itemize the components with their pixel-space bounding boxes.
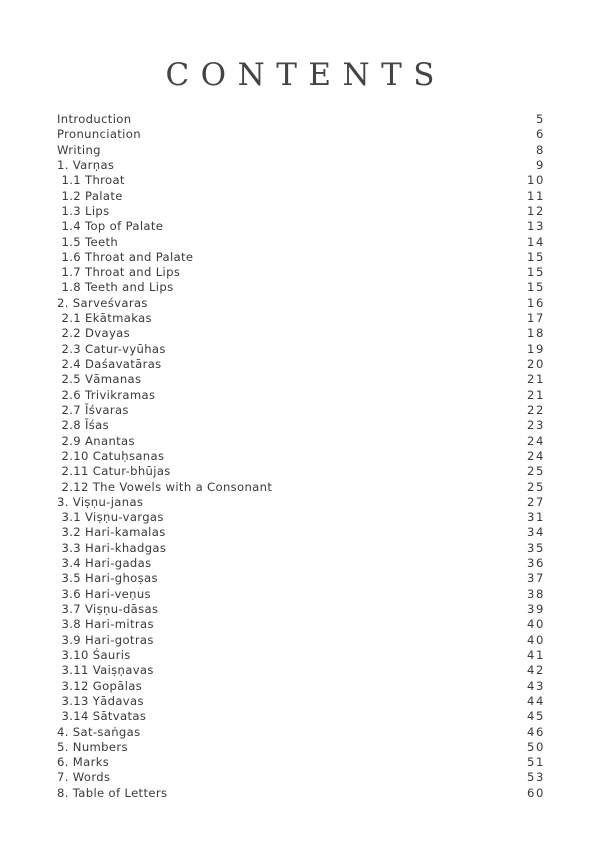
toc-entry-page-number: 9 [536, 157, 545, 172]
toc-entry-label: 2.11 Catur-bhūjas [61, 464, 171, 479]
toc-entry-page-number: 50 [527, 739, 545, 754]
toc-entry-page-number: 21 [527, 387, 545, 402]
toc-entry-label: 1.2 Palate [61, 188, 123, 203]
toc-entry-label: 5. Numbers [57, 739, 128, 754]
toc-entry-label: 4. Sat-saṅgas [57, 724, 141, 739]
toc-entry-label: 1.8 Teeth and Lips [61, 280, 174, 295]
toc-entry-page-number: 15 [527, 280, 545, 295]
toc-entry-page-number: 19 [527, 341, 545, 356]
toc-entry[interactable] [57, 143, 545, 158]
table-of-contents-list [57, 112, 545, 801]
toc-entry-label: 2.5 Vāmanas [61, 372, 142, 387]
toc-entry-label: 3.6 Hari-veṇus [61, 586, 151, 601]
toc-entry-label: 3.13 Yādavas [61, 693, 144, 708]
toc-entry-label: 3.4 Hari-gadas [61, 556, 152, 571]
toc-entry-label: 2.8 Īśas [61, 418, 110, 433]
toc-entry-page-number: 18 [527, 326, 545, 341]
toc-entry[interactable] [57, 127, 545, 142]
toc-entry[interactable] [57, 158, 545, 173]
toc-entry[interactable] [57, 633, 545, 648]
toc-entry[interactable] [57, 449, 545, 464]
toc-entry[interactable] [57, 189, 545, 204]
toc-entry-label: Introduction [57, 112, 132, 126]
toc-entry-page-number: 44 [527, 693, 545, 708]
page-title: CONTENTS [165, 57, 447, 93]
toc-entry-page-number: 45 [527, 709, 545, 724]
toc-entry[interactable] [57, 464, 545, 479]
toc-entry-label: 3.12 Gopālas [61, 678, 143, 693]
toc-entry[interactable] [57, 786, 545, 801]
toc-entry[interactable] [57, 556, 545, 571]
toc-entry-label: 2.3 Catur-vyūhas [61, 341, 166, 356]
toc-entry-label: 3.14 Sātvatas [61, 709, 147, 724]
toc-entry-page-number: 6 [536, 127, 545, 142]
toc-entry-page-number: 11 [527, 188, 545, 203]
toc-entry[interactable] [57, 235, 545, 250]
toc-entry-page-number: 46 [527, 724, 545, 739]
toc-entry[interactable] [57, 357, 545, 372]
toc-entry[interactable] [57, 280, 545, 295]
toc-entry[interactable] [57, 770, 545, 785]
toc-entry-label: 3.7 Viṣṇu-dāsas [61, 602, 159, 616]
toc-entry[interactable] [57, 112, 545, 127]
toc-entry-page-number: 15 [527, 265, 545, 280]
toc-entry[interactable] [57, 219, 545, 234]
toc-entry-page-number: 53 [527, 770, 545, 785]
toc-entry-page-number: 12 [527, 203, 545, 218]
toc-entry-page-number: 42 [527, 663, 545, 678]
toc-entry[interactable] [57, 694, 545, 709]
toc-entry[interactable] [57, 250, 545, 265]
toc-entry-page-number: 43 [527, 678, 545, 693]
toc-entry-page-number: 10 [527, 173, 545, 188]
toc-entry-label: 3.9 Hari-gotras [61, 632, 154, 647]
toc-entry-label: 2.12 The Vowels with a Consonant [61, 479, 273, 494]
toc-entry-page-number: 40 [527, 632, 545, 647]
toc-entry-page-number: 5 [536, 112, 545, 126]
toc-entry-page-number: 27 [527, 494, 545, 509]
toc-entry[interactable] [57, 265, 545, 280]
toc-entry-page-number: 51 [527, 755, 545, 770]
toc-entry-label: Pronunciation [57, 127, 141, 142]
toc-entry[interactable] [57, 525, 545, 540]
toc-entry[interactable] [57, 296, 545, 311]
toc-entry-label: 2.4 Daśavatāras [61, 357, 162, 371]
toc-entry-label: 1.1 Throat [61, 173, 125, 188]
toc-entry[interactable] [57, 648, 545, 663]
toc-entry-label: 1.7 Throat and Lips [61, 265, 181, 280]
toc-entry[interactable] [57, 571, 545, 586]
toc-entry[interactable] [57, 388, 545, 403]
toc-entry[interactable] [57, 709, 545, 724]
toc-entry-page-number: 36 [527, 556, 545, 571]
toc-entry-label: 1.4 Top of Palate [61, 219, 164, 234]
toc-entry[interactable] [57, 541, 545, 556]
toc-entry-label: 1. Varṇas [57, 157, 115, 172]
toc-entry-page-number: 38 [527, 586, 545, 601]
toc-entry-label: 2.2 Dvayas [61, 326, 131, 341]
toc-entry[interactable] [57, 602, 545, 617]
toc-entry-page-number: 8 [536, 142, 545, 157]
toc-entry-page-number: 40 [527, 617, 545, 632]
toc-entry-label: 2.6 Trivikramas [61, 387, 156, 402]
toc-entry-page-number: 39 [527, 602, 545, 616]
toc-entry-page-number: 15 [527, 249, 545, 264]
toc-entry[interactable] [57, 663, 545, 678]
toc-entry-label: 2. Sarveśvaras [57, 295, 148, 310]
toc-entry-page-number: 20 [527, 357, 545, 371]
toc-entry-page-number: 60 [527, 785, 545, 800]
toc-entry[interactable] [57, 679, 545, 694]
toc-entry-label: 3.3 Hari-khadgas [61, 540, 167, 555]
toc-entry-label: 1.6 Throat and Palate [61, 249, 194, 264]
toc-entry[interactable] [57, 311, 545, 326]
toc-entry-page-number: 21 [527, 372, 545, 387]
toc-entry-page-number: 25 [527, 464, 545, 479]
toc-entry-label: 3.8 Hari-mitras [61, 617, 154, 632]
toc-entry-label: 2.9 Anantas [61, 433, 135, 448]
toc-entry-page-number: 34 [527, 525, 545, 540]
toc-entry[interactable] [57, 587, 545, 602]
toc-entry-page-number: 41 [527, 647, 545, 662]
toc-entry-label: 3.2 Hari-kamalas [61, 525, 166, 540]
toc-entry[interactable] [57, 755, 545, 770]
toc-entry[interactable] [57, 510, 545, 525]
toc-entry-page-number: 13 [527, 219, 545, 234]
toc-entry[interactable] [57, 372, 545, 387]
toc-entry-page-number: 37 [527, 571, 545, 586]
toc-entry[interactable] [57, 617, 545, 632]
toc-entry-page-number: 22 [527, 402, 545, 417]
toc-entry[interactable] [57, 725, 545, 740]
toc-entry[interactable] [57, 342, 545, 357]
toc-entry[interactable] [57, 418, 545, 433]
toc-entry-page-number: 23 [527, 418, 545, 433]
toc-entry-label: 1.5 Teeth [61, 234, 119, 249]
toc-entry-page-number: 25 [527, 479, 545, 494]
toc-entry-label: Writing [57, 142, 101, 157]
toc-entry[interactable] [57, 403, 545, 418]
toc-entry[interactable] [57, 480, 545, 495]
toc-entry-page-number: 24 [527, 433, 545, 448]
toc-entry-label: 3.10 Śauris [61, 647, 131, 662]
toc-entry-page-number: 35 [527, 540, 545, 555]
toc-entry-label: 2.7 Īśvaras [61, 402, 129, 417]
toc-entry-label: 1.3 Lips [61, 203, 110, 218]
toc-entry-page-number: 14 [527, 234, 545, 249]
toc-entry-page-number: 24 [527, 448, 545, 463]
toc-entry-label: 7. Words [57, 770, 111, 785]
toc-entry[interactable] [57, 204, 545, 219]
toc-entry-label: 8. Table of Letters [57, 785, 168, 800]
toc-entry-label: 3.5 Hari-ghoṣas [61, 571, 158, 586]
toc-entry-label: 3.1 Viṣṇu-vargas [61, 510, 164, 525]
toc-entry-label: 3. Viṣṇu-janas [57, 494, 144, 509]
toc-entry-page-number: 17 [527, 311, 545, 326]
toc-entry[interactable] [57, 326, 545, 341]
toc-entry[interactable] [57, 740, 545, 755]
toc-entry-page-number: 16 [527, 295, 545, 310]
toc-entry-page-number: 31 [527, 510, 545, 525]
toc-entry-label: 2.10 Catuḥsanas [61, 448, 165, 463]
toc-entry[interactable] [57, 434, 545, 449]
toc-entry[interactable] [57, 495, 545, 510]
toc-entry-label: 6. Marks [57, 755, 110, 770]
toc-entry-label: 2.1 Ekātmakas [61, 311, 152, 326]
toc-entry[interactable] [57, 173, 545, 188]
toc-entry-label: 3.11 Vaiṣṇavas [61, 663, 154, 678]
